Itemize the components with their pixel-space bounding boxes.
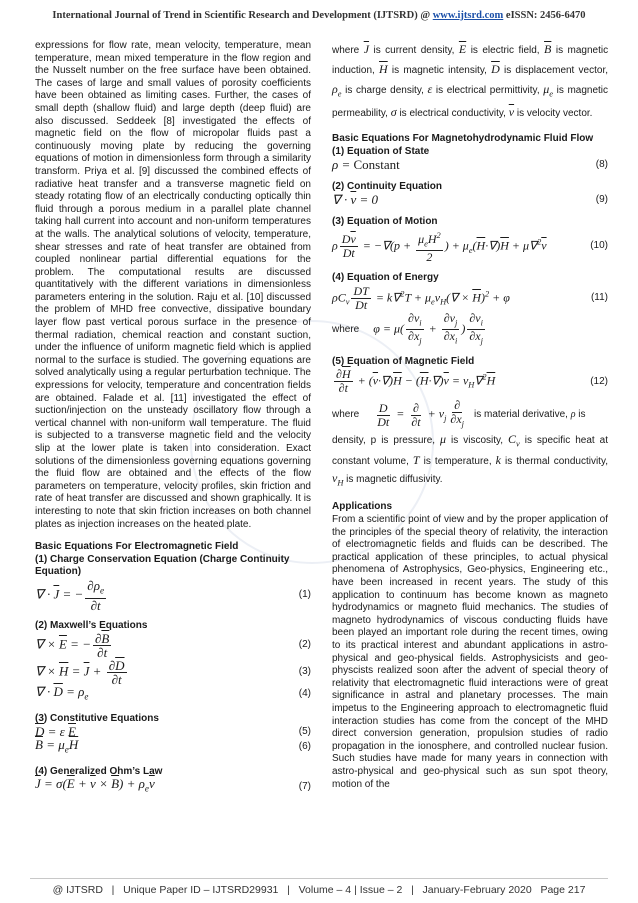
dissipation-function: where φ = μ( $\frac{\partial v_i}{\partial x_j}$ + $\frac{\partial v_j}{\partial x_i}$ ) $\frac{\partial v_i}{\partial x_j}$	[332, 310, 483, 346]
journal-issn: eISSN: 2456-6470	[503, 10, 586, 21]
journal-header	[0, 10, 638, 21]
symbol-definitions: where $\overline{J}$ is current density, $\overline{E}$ is electric field, $\overline{B}$ is magnetic induction, $\overline{H}$ is magnetic intensity, $\overline{D}$ is displacement vector, $\rho_e$ is charge density, ε is electrical permittivity, $\mu_e$ is magnetic permeability, σ is electrical conductivity, $\overline{v}$ is velocity vector.	[332, 42, 609, 120]
heading-motion: (3) Equation of Motion	[332, 216, 438, 228]
equation-8: ρ = Constant (8)	[332, 156, 608, 172]
equation-number: (11)	[590, 292, 608, 304]
equation-number: (2)	[298, 639, 311, 651]
left-column	[35, 40, 311, 795]
equation-number: (12)	[590, 375, 608, 387]
intro-paragraph: expressions for flow rate, mean velocity, temperature, mean temperature, mean mixed temperature in the flow region and the Nusselt number on the free surface have been obtained. The cases of large and small values of porosity coefficients have been obtained as limiting cases. Further, the cases of small depth (shallow fluid) and large depth (deep fluid) are also discussed. Seddeek [8] investigated the effects of magnetic field on the flow of micropolar fluids past a continuously moving plate by reducing the governing equations of motion in dimensionless form through a similarity transform. Priya et al. [9] discussed the combined effects of radiative heat transfer and a transverse magnetic field on steady rotating flow of an electrically conducting optically thin fluid through a porous medium in a parallel plate channel taking hall current into account and non-uniform temperatures at the walls. The analytical solutions of velocity, temperature, shear stresses and rate of heat transfer are obtained from coupled nonlinear partial differential equations for the problem. The computational results are discussed quantitatively with the different variations in dimensionless parameters entering in the solution. Raju et al. [10] discussed the problem of MHD free convective, dissipative boundary layer flow past vertical porous surface in the presence of thermal radiation, chemical reaction and constant suction, under the influence of uniform magnetic field which is applied normal to the surface is studied. The governing equations are solved analytically using a regular perturbation technique. The expressions for velocity, temperature and concentration fields are obtained. Falade et al. [11] investigated the effect of suction/injection on the unsteady oscillatory flow through a vertical channel with non-uniform wall temperature. The fluid is subjected to a transverse magnetic field and the velocity slip at the lower plate is taken into consideration. Exact solutions of the dimensionless governing equations governing the fluid flow are obtained and the effects of the flow parameters on temperature, velocity profiles, skin friction and rate of heat transfer are discussed and shown graphically. It is interesting to note that skin friction increases on both channel plates as injection increases on the heated plate.	[35, 40, 311, 530]
equation-3: ∇ × $\overline{H} = \overline{J}$ + $\frac{\partial\overline{D}}{\partial t}$ (3)	[35, 658, 311, 688]
heading-constitutive: (3) Constitutive Equations	[35, 713, 159, 725]
heading-ohms-law: (4) Generalized Ohm’s Law	[35, 765, 163, 777]
heading-basic-electromagnetic: Basic Equations For Electromagnetic Field	[35, 541, 239, 553]
footer-divider	[30, 878, 608, 879]
equation-number: (6)	[298, 740, 311, 752]
equation-number: (1)	[298, 588, 311, 600]
equation-12: $\frac{\partial\overline{H}}{\partial t}$ + $(\overline{v}\cdot\nabla)\overline{H} - (\overline{H}\cdot\nabla)\overline{v} = \nu_H\nabla^2\overline{H}$ (12)	[336, 367, 608, 396]
equation-6: $\overline{B} = \mu_e\overline{H}$ (6)	[35, 736, 311, 755]
heading-mhd-flow: Basic Equations For Magnetohydrodynamic Fluid Flow	[332, 133, 594, 145]
applications-paragraph: From a scientific point of view and by the proper application of the principles of the special theory of relativity, the interaction of electromagnetic fields and fluids can be described. The practical application of these principles, to actual physical phenomena of Astrophysics, Geo-physics, Engineering etc., have been increased in recent years. The study of this application to continuum has become known as magneto hydrodynamics or magneto fluid mechanics. The studies of magneto hydrodynamics of viscous conducting fluids have been played an important role during the recent times, owing to its practical interest and abundant applications in astro-physical and geo-physical fields. Astrophysicists and geo-physcists realized soon after the advent of special theory of relativity that electromagnetic fluid interactions were of great significance in astral and planetary processes. The main impetus to the Engineering approach to electromagnetic fluid interaction studies has come from the concept of the MHD direct conversion generation, propulsion studies of radio propagation in the ionosphere, and controlled nuclear fusion. Such studies have made for many years in connection with astro-physical and geo-physical such as sun spot theory, motion of the	[332, 514, 608, 790]
heading-magnetic-field: (5) Equation of Magnetic Field	[332, 355, 475, 367]
equation-2: ∇ × $\overline{E}$ = − $\frac{\partial\overline{B}}{\partial t}$ (2)	[35, 631, 311, 661]
equation-1: ∇ · $\overline{J}$ = − $\frac{\partial\rho_e}{\partial t}$ (1)	[35, 577, 311, 613]
equation-10: ρ $\frac{D\overline{v}}{Dt}$ = −∇(p + $\frac{\mu_eH^2}{2}$ ) + $\mu_e(\overline{H}\cdot\nabla)\overline{H} + \mu\nabla^2\overline{v}$ (10)	[332, 230, 608, 265]
equation-number: (4)	[298, 688, 311, 700]
equation-number: (7)	[298, 780, 311, 792]
equation-number: (8)	[595, 158, 608, 170]
equation-number: (9)	[595, 193, 608, 205]
heading-energy: (4) Equation of Energy	[332, 272, 439, 284]
equation-number: (5)	[298, 725, 311, 737]
journal-title: International Journal of Trend in Scientific Research and Development (IJTSRD) @	[52, 10, 433, 21]
equation-4: ∇ · $\overline{D} = \rho_e$ (4)	[35, 684, 311, 702]
equation-5: $\overline{D} = \varepsilon$ $\overline{E}$ (5)	[35, 723, 311, 739]
equation-number: (3)	[298, 666, 311, 678]
heading-continuity: (2) Continuity Equation	[332, 181, 442, 193]
heading-state: (1) Equation of State	[332, 145, 430, 157]
equation-number: (10)	[590, 240, 608, 252]
equation-7: $\overline{J} = \sigma(\overline{E} + \overline{v} \times \overline{B}) + \rho_e\overline{v}$ (7)	[35, 776, 311, 794]
equation-9: ∇ · $\overline{v} = 0$ (9)	[332, 191, 608, 207]
equation-11: $\rho C_v$ $\frac{DT}{Dt}$ = $k\nabla^2T + \mu_e\nu_H(\nabla \times \overline{H})^2 + \varphi$ (11)	[332, 283, 608, 312]
material-derivative-def: where $\frac{D}{Dt}$ = $\frac{\partial}{\partial t}$ + $v_j$ $\frac{\partial}{\partial x_j}$ is material derivative, ρ is	[332, 398, 586, 429]
heading-maxwell: (2) Maxwell’s Equations	[35, 619, 148, 631]
parameter-definitions: density, p is pressure, μ is viscosity, $C_v$ is specific heat at constant volume, T is temperature, k is thermal conductivity, $\nu_H$ is magnetic diffusivity.	[332, 431, 608, 488]
journal-url-link[interactable]: www.ijtsrd.com	[432, 10, 504, 21]
heading-charge-conservation: (1) Charge Conservation Equation (Charge Continuity Equation)	[35, 553, 290, 578]
right-column	[332, 40, 608, 791]
page-footer: @ IJTSRD | Unique Paper ID – IJTSRD29931 | Volume – 4 | Issue – 2 | January-February 2020 Page 217	[52, 884, 586, 896]
heading-applications: Applications	[332, 501, 393, 513]
